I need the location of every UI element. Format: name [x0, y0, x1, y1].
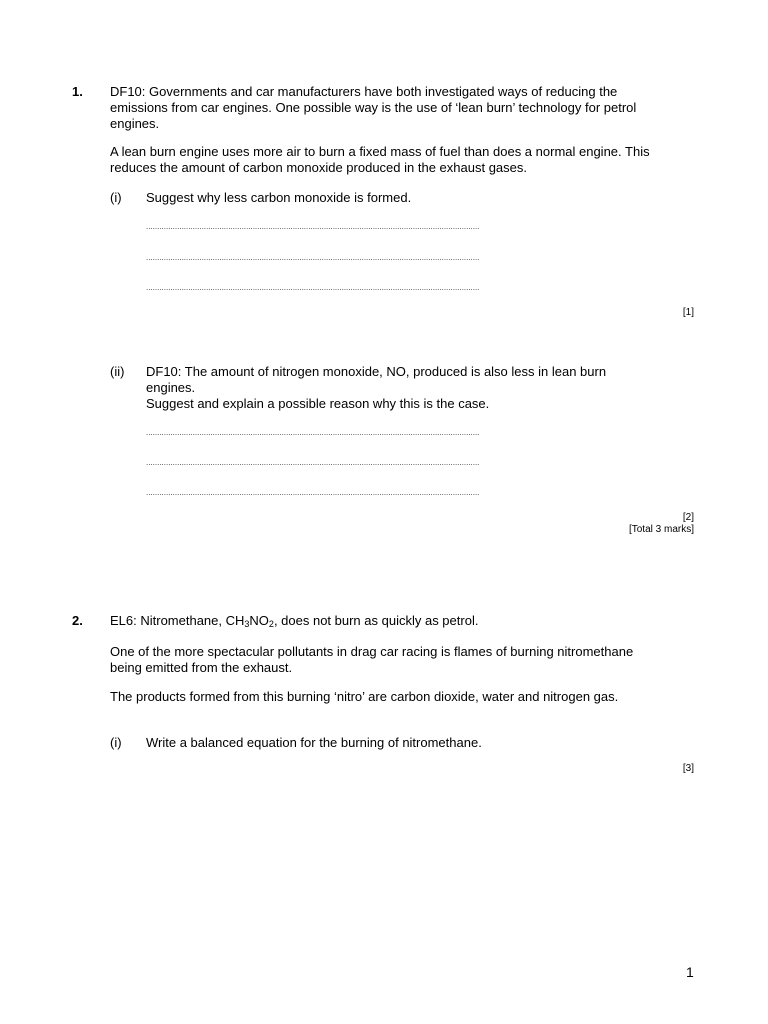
- question-1-part-i-label: (i): [110, 190, 122, 205]
- question-1-number: 1.: [72, 84, 83, 99]
- question-2-intro-part: EL6: Nitromethane, CH: [110, 613, 245, 628]
- question-1-total-marks: [Total 3 marks]: [628, 524, 694, 535]
- answer-line[interactable]: ......................................................................................................................................................: [146, 488, 480, 497]
- answer-line[interactable]: ......................................................................................................................................................: [146, 222, 480, 231]
- answer-line[interactable]: ......................................................................................................................................................: [146, 428, 480, 437]
- subscript: 3: [244, 619, 250, 629]
- question-2-para1: One of the more spectacular pollutants in drag car racing is flames of burning nitromethane being emitted from the exhaust.: [110, 644, 634, 675]
- question-2-part-i-label: (i): [110, 735, 122, 750]
- answer-line[interactable]: ......................................................................................................................................................: [146, 458, 480, 467]
- question-2-para2: The products formed from this burning ‘nitro’ are carbon dioxide, water and nitrogen gas.: [110, 689, 619, 704]
- question-1-part-ii-label: (ii): [110, 364, 125, 379]
- subscript: 2: [268, 619, 274, 629]
- question-2-intro-part: , does not burn as quickly as petrol.: [273, 613, 479, 628]
- question-1-context: A lean burn engine uses more air to burn a fixed mass of fuel than does a normal engine. This reduces the amount of carbon monoxide produced in the exhaust gases.: [110, 144, 650, 175]
- question-1-part-i-text: Suggest why less carbon monoxide is formed.: [146, 190, 412, 205]
- question-1-intro: DF10: Governments and car manufacturers have both investigated ways of reducing the emissions from car engines. One possible way is the use of ‘lean burn’ technology for petrol engines.: [110, 84, 637, 131]
- question-1-part-ii-text: DF10: The amount of nitrogen monoxide, NO, produced is also less in lean burn engines.: [146, 364, 607, 395]
- question-1-part-ii-mark: [2]: [682, 512, 694, 523]
- answer-line[interactable]: ......................................................................................................................................................: [146, 283, 480, 292]
- question-2-intro-part: NO: [249, 613, 269, 628]
- question-2-intro: [110, 613, 655, 632]
- question-1-part-ii-text2: Suggest and explain a possible reason why this is the case.: [146, 396, 490, 411]
- answer-line[interactable]: ......................................................................................................................................................: [146, 253, 480, 262]
- question-2-number: 2.: [72, 613, 83, 628]
- page-number: 1: [686, 964, 694, 980]
- question-1-part-i-mark: [1]: [682, 307, 694, 318]
- question-2-part-i-text: Write a balanced equation for the burning of nitromethane.: [146, 735, 482, 750]
- question-2-part-i-mark: [3]: [682, 763, 694, 774]
